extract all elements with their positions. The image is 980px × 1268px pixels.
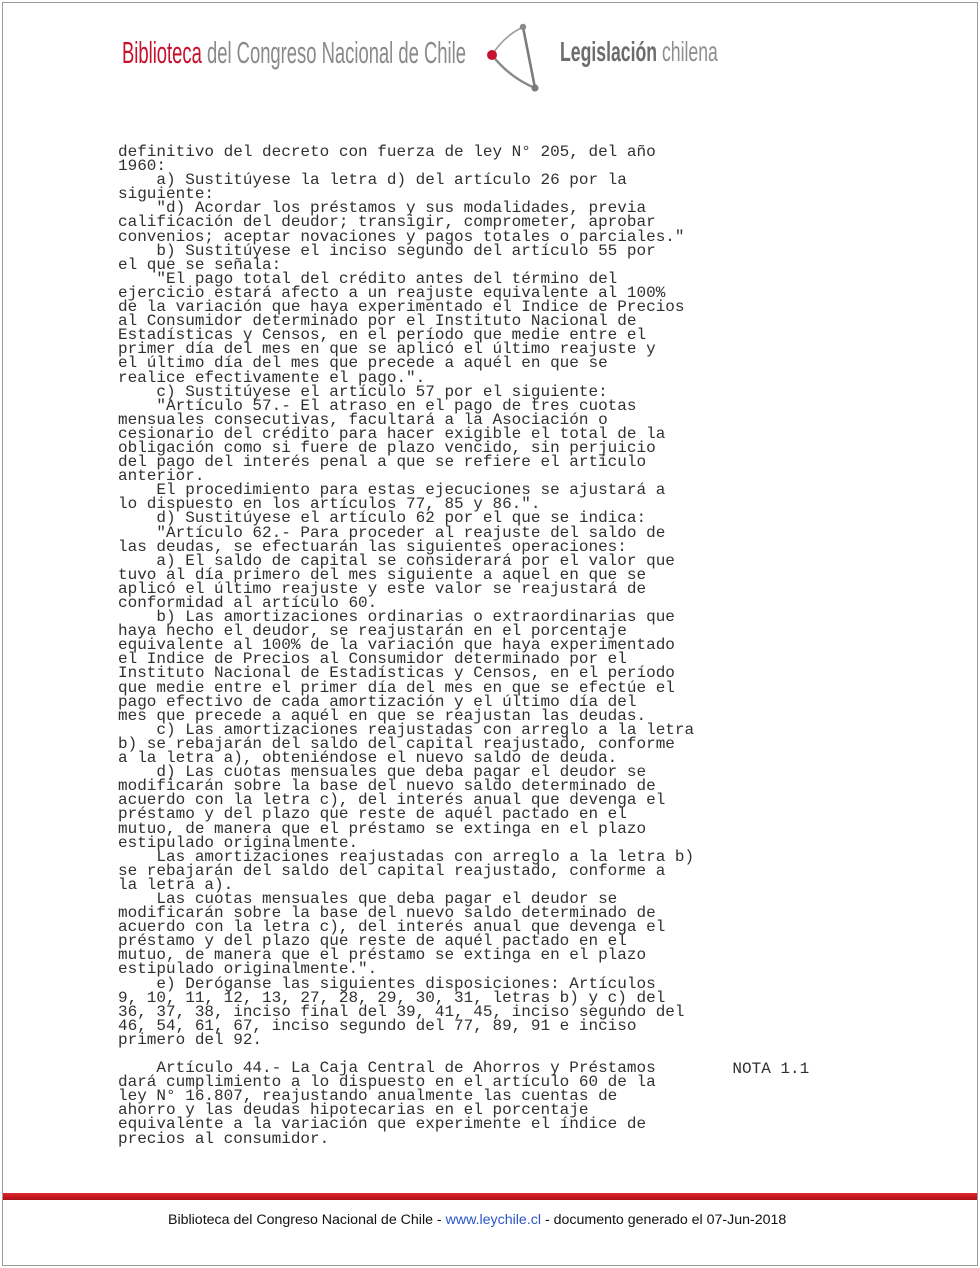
text-line: tuvo al día primero del mes siguiente a aquel en que se <box>118 565 647 584</box>
text-line: c) Sustitúyese el artículo 57 por el siguiente: <box>118 382 608 401</box>
text-line: 9, 10, 11, 12, 13, 27, 28, 29, 30, 31, letras b) y c) del <box>118 988 666 1007</box>
text-line: "El pago total del crédito antes del término del <box>118 269 618 288</box>
document-body <box>118 143 810 1148</box>
text-line: "d) Acordar los préstamos y sus modalidades, previa <box>118 199 647 218</box>
margin-note: NOTA 1.1 <box>732 1059 810 1078</box>
text-line: c) Las amortizaciones reajustadas con arreglo a la letra <box>118 720 695 739</box>
text-line: aplicó el último reajuste y este valor se reajustará de <box>118 579 647 598</box>
text-line: el que se señala: <box>118 255 282 274</box>
text-line: definitivo del decreto con fuerza de ley N° 205, del año <box>118 143 656 161</box>
text-line: "Artículo 57.- El atraso en el pago de tres cuotas <box>118 396 637 415</box>
product-name-light: chilena <box>657 36 718 67</box>
text-line: primero del 92. <box>118 1030 263 1049</box>
text-line: 46, 54, 61, 67, inciso segundo del 77, 89, 91 e inciso <box>118 1016 637 1035</box>
text-line: lo dispuesto en los artículos 77, 85 y 86.". <box>118 495 541 514</box>
text-line: "Artículo 62.- Para proceder al reajuste del saldo de <box>118 523 666 542</box>
text-line: realice efectivamente el pago.". <box>118 368 426 387</box>
text-line: cesionario del crédito para hacer exigible el total de la <box>118 424 666 443</box>
text-line: modificarán sobre la base del nuevo saldo determinado de <box>118 777 656 796</box>
text-line: a) Sustitúyese la letra d) del artículo 26 por la <box>118 171 627 190</box>
library-name-rest: del Congreso Nacional de Chile <box>201 35 466 70</box>
text-line: mensuales consecutivas, facultará a la Asociación o <box>118 410 608 429</box>
footer-suffix: - documento generado el 07-Jun-2018 <box>541 1212 787 1228</box>
text-line: Estadísticas y Censos, en el período que medie entre el <box>118 326 647 345</box>
text-line: ahorro y las deudas hipotecarias en el porcentaje <box>118 1101 589 1120</box>
text-line: precios al consumidor. <box>118 1129 330 1148</box>
text-line: 1960: <box>118 157 167 176</box>
text-line: la letra a). <box>118 875 234 894</box>
library-name <box>122 37 466 68</box>
text-line: haya hecho el deudor, se reajustarán en el porcentaje <box>118 622 627 641</box>
text-line: que medie entre el primer día del mes en que se efectúe el <box>118 678 675 697</box>
text-line: calificación del deudor; transigir, comprometer, aprobar <box>118 213 656 232</box>
text-line: equivalente al 100% de la variación que haya experimentado <box>118 636 675 655</box>
text-line: conformidad al artículo 60. <box>118 594 378 612</box>
library-name-highlight: Biblioteca <box>122 35 202 70</box>
text-line: modificarán sobre la base del nuevo saldo determinado de <box>118 904 656 923</box>
text-line: de la variación que haya experimentado el Indice de Precios <box>118 298 685 317</box>
text-line: equivalente a la variación que experimente el índice de <box>118 1115 647 1134</box>
text-line: ley N° 16.807, reajustando anualmente las cuentas de <box>118 1087 618 1106</box>
text-line: 36, 37, 38, inciso final del 39, 41, 45, inciso segundo del <box>118 1002 685 1021</box>
text-line: acuerdo con la letra c), del interés anual que devenga el <box>118 918 666 937</box>
text-line: Instituto Nacional de Estadísticas y Censos, en el período <box>118 664 675 683</box>
text-line: ejercicio estará afecto a un reajuste equivalente al 100% <box>118 283 666 302</box>
text-line: estipulado originalmente. <box>118 833 359 852</box>
text-line: al Consumidor determinado por el Instituto Nacional de <box>118 312 637 331</box>
text-line: El procedimiento para estas ejecuciones se ajustará a <box>118 481 666 500</box>
text-line: préstamo y del plazo que reste de aquél pactado en el <box>118 932 627 951</box>
text-line: a) El saldo de capital se considerará por el valor que <box>118 551 675 570</box>
text-line: mutuo, de manera que el préstamo se extinga en el plazo <box>118 946 647 965</box>
text-line: b) Las amortizaciones ordinarias o extraordinarias que <box>118 608 675 627</box>
text-line: mes que precede a aquél en que se reajustan las deudas. <box>118 706 647 725</box>
text-line: se rebajarán del saldo del capital reajustado, conforme a <box>118 861 666 880</box>
product-name <box>560 38 718 66</box>
text-line: d) Sustitúyese el artículo 62 por el que se indica: <box>118 509 647 528</box>
text-line: obligación como si fuere de plazo vencido, sin perjuicio <box>118 438 656 457</box>
footer-divider-bar <box>3 1193 977 1200</box>
text-line: Las cuotas mensuales que deba pagar el deudor se <box>118 889 618 908</box>
text-line: siguiente: <box>118 185 215 204</box>
text-line: pago efectivo de cada amortización y el último día del <box>118 692 637 711</box>
text-line: el último día del mes que precede a aquél en que se <box>118 354 608 373</box>
text-line: del pago del interés penal a que se refiere el artículo <box>118 453 647 472</box>
text-line: estipulado originalmente.". <box>118 960 378 979</box>
text-line: préstamo y del plazo que reste de aquél pactado en el <box>118 805 627 824</box>
footer-prefix: Biblioteca del Congreso Nacional de Chile - <box>168 1212 446 1228</box>
document-text <box>118 145 694 1146</box>
bcn-logo-icon <box>482 18 546 98</box>
text-line: primer día del mes en que se aplicó el último reajuste y <box>118 340 656 359</box>
footer-site-link[interactable]: www.leychile.cl <box>445 1212 542 1228</box>
text-line: b) Sustitúyese el inciso segundo del artículo 55 por <box>118 241 656 260</box>
text-line: las deudas, se efectuarán las siguientes operaciones: <box>118 537 627 556</box>
product-name-bold: Legislación <box>560 36 658 67</box>
text-line: el Indice de Precios al Consumidor determinado por el <box>118 650 627 669</box>
text-line: anterior. <box>118 467 205 486</box>
text-line: dará cumplimiento a lo dispuesto en el artículo 60 de la <box>118 1073 656 1092</box>
text-line: acuerdo con la letra c), del interés anual que devenga el <box>118 791 666 810</box>
text-line: b) se rebajarán del saldo del capital reajustado, conforme <box>118 734 675 753</box>
text-line: convenios; aceptar novaciones y pagos totales o parciales." <box>118 227 685 246</box>
text-line: a la letra a), obteniéndose el nuevo saldo de deuda. <box>118 749 618 768</box>
text-line: Las amortizaciones reajustadas con arreglo a la letra b) <box>118 847 695 866</box>
text-line: d) Las cuotas mensuales que deba pagar el deudor se <box>118 763 647 782</box>
text-line: Artículo 44.- La Caja Central de Ahorros y Préstamos <box>118 1059 656 1078</box>
text-line: e) Deróganse las siguientes disposiciones: Artículos <box>118 974 656 993</box>
text-line: mutuo, de manera que el préstamo se extinga en el plazo <box>118 819 647 838</box>
footer <box>168 1212 786 1228</box>
